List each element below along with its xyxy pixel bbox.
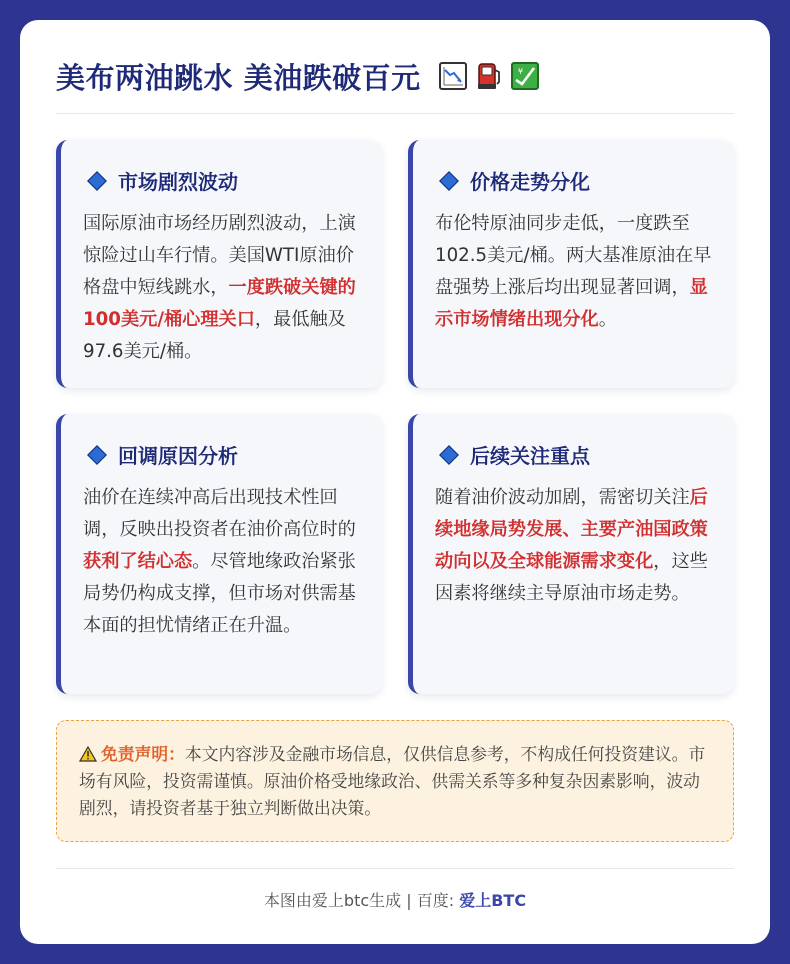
section-title: 市场剧烈波动 bbox=[118, 170, 238, 194]
highlight-text: 一度跌破关键的100美元/桶心理关口 bbox=[83, 277, 356, 330]
diamond-bullet-icon bbox=[87, 445, 107, 465]
main-card bbox=[20, 20, 770, 944]
highlight-text: 获利了结心态 bbox=[83, 551, 193, 572]
disclaimer-text: 本文内容涉及金融市场信息，仅供信息参考，不构成任何投资建议。市场有风险，投资需谨慎。原油价格受地缘政治、供需关系等多种复杂因素影响，波动剧烈，请投资者基于独立判断做出决策。 bbox=[79, 744, 706, 818]
section-text: 油价在连续冲高后出现技术性回调，反映出投资者在油价高位时的获利了结心态。尽管地缘政治紧张局势仍构成支撑，但市场对供需基本面的担忧情绪正在升温。 bbox=[83, 487, 356, 636]
warning-icon bbox=[79, 743, 97, 759]
header-divider bbox=[56, 113, 734, 114]
diamond-bullet-icon bbox=[439, 171, 459, 191]
footer-brand-link[interactable]: 爱上BTC bbox=[459, 891, 527, 910]
page-title: 美布两油跳水 美油跌破百元 bbox=[56, 60, 421, 95]
section-focus-points bbox=[408, 414, 734, 694]
footer-divider bbox=[56, 868, 734, 869]
fuel-pump-icon bbox=[475, 62, 503, 90]
section-title: 回调原因分析 bbox=[118, 444, 238, 468]
svg-text:¥: ¥ bbox=[517, 67, 523, 76]
highlight-text: 后续地缘局势发展、主要产油国政策动向以及全球能源需求变化 bbox=[435, 487, 708, 572]
footer-text: 本图由爱上btc生成 | 百度: bbox=[263, 891, 460, 910]
section-price-divergence bbox=[408, 140, 734, 388]
header bbox=[56, 56, 539, 96]
disclaimer-box bbox=[56, 720, 734, 842]
section-pullback-analysis bbox=[56, 414, 382, 694]
section-market-volatility bbox=[56, 140, 382, 388]
chart-decreasing-icon bbox=[439, 62, 467, 90]
section-text: 布伦特原油同步走低，一度跌至102.5美元/桶。两大基准原油在早盘强势上涨后均出现显著回调，显示市场情绪出现分化。 bbox=[435, 213, 712, 330]
footer bbox=[20, 888, 770, 911]
section-title: 后续关注重点 bbox=[470, 444, 590, 468]
chart-yen-icon bbox=[511, 62, 539, 90]
section-text: 国际原油市场经历剧烈波动，上演惊险过山车行情。美国WTI原油价格盘中短线跳水，一度跌破关键的100美元/桶心理关口，最低触及97.6美元/桶。 bbox=[83, 213, 356, 362]
section-title: 价格走势分化 bbox=[470, 170, 590, 194]
disclaimer-label: 免责声明： bbox=[101, 744, 185, 764]
diamond-bullet-icon bbox=[439, 445, 459, 465]
section-text: 随着油价波动加剧，需密切关注后续地缘局势发展、主要产油国政策动向以及全球能源需求变化，这些因素将继续主导原油市场走势。 bbox=[435, 487, 708, 604]
diamond-bullet-icon bbox=[87, 171, 107, 191]
highlight-text: 显示市场情绪出现分化 bbox=[435, 277, 708, 330]
